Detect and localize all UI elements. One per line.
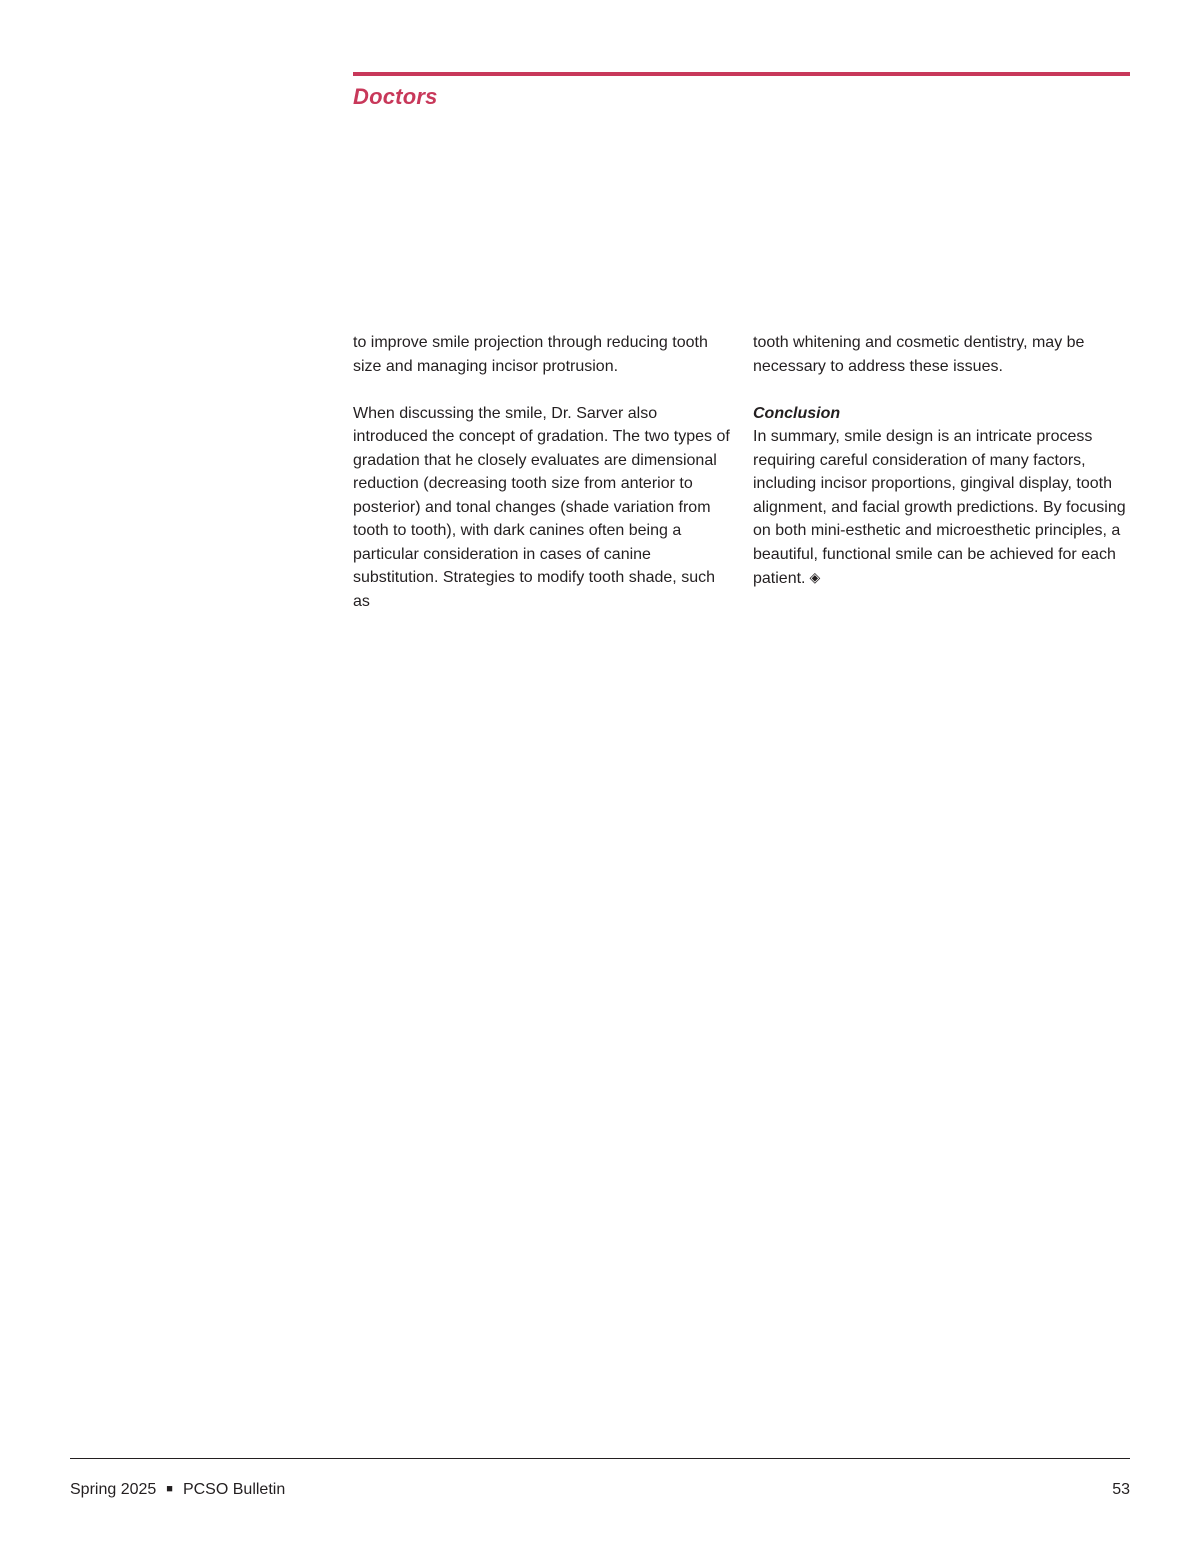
conclusion-heading: Conclusion [753,404,841,422]
diamond-end-mark-icon: ◈ [809,569,821,585]
header-rule [353,72,1130,76]
square-bullet-icon: ■ [166,1483,173,1495]
conclusion-paragraph [753,425,1131,591]
paragraph: to improve smile projection through reducing tooth size and managing incisor protrusion. [353,334,708,375]
paragraph: tooth whitening and cosmetic dentistry, may be necessary to address these issues. [753,334,1085,375]
footer-issue: Spring 2025 [70,1481,157,1498]
footer-publication-info [70,1481,285,1499]
conclusion-text: In summary, smile design is an intricate process requiring careful consideration of many factors, including incisor proportions, gingival display, tooth alignment, and facial growth predictions. By focusing on both mini-esthetic and microesthetic principles, a beautiful, functional smile can be achieved for each patient. [753,428,1126,587]
page-number: 53 [1112,1481,1130,1498]
article-column-left [353,331,731,637]
footer-publication: PCSO Bulletin [182,1481,286,1498]
footer-rule [70,1458,1130,1459]
section-title: Doctors [353,84,438,109]
paragraph: When discussing the smile, Dr. Sarver also introduced the concept of gradation. The two types of gradation that he closely evaluates are dimensional reduction (decreasing tooth size from anterior to posterior) and tonal changes (shade variation from tooth to tooth), with dark canines often being a particular consideration in cases of canine substitution. Strategies to modify tooth shade, such as [353,404,730,610]
article-column-right [753,331,1131,614]
